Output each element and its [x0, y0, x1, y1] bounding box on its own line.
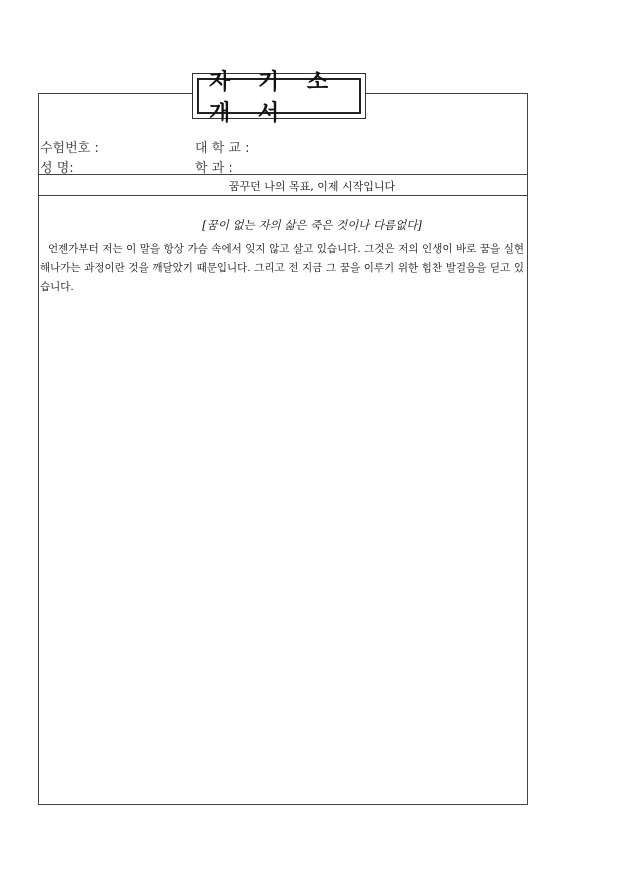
- document-title: 자 기 소 개 서: [197, 78, 361, 114]
- name-label: 성 명:: [40, 161, 74, 176]
- university-label: 대 학 교 :: [195, 141, 250, 156]
- department-label: 학 과 :: [195, 161, 233, 176]
- header-divider: [38, 174, 528, 175]
- exam-number-label: 수험번호 :: [40, 141, 99, 156]
- body-text: [40, 240, 524, 316]
- paragraph: 언젠가부터 저는 이 말을 항상 가슴 속에서 잊지 않고 살고 있습니다. 그것은 저의 인생이 바로 꿈을 실현해나가는 과정이란 것을 깨달았기 때문입니다. 그리고 전 지금 그 꿈을 이루기 위한 힘찬 발걸음을 딛고 있습니다.: [40, 243, 524, 293]
- quote: [꿈이 없는 자의 삶은 죽은 것이나 다름없다]: [202, 218, 422, 232]
- subtitle: 꿈꾸던 나의 목표, 이제 시작입니다: [228, 180, 396, 193]
- document-frame: [38, 93, 528, 805]
- title-box: [192, 70, 366, 126]
- subtitle-divider: [38, 195, 528, 196]
